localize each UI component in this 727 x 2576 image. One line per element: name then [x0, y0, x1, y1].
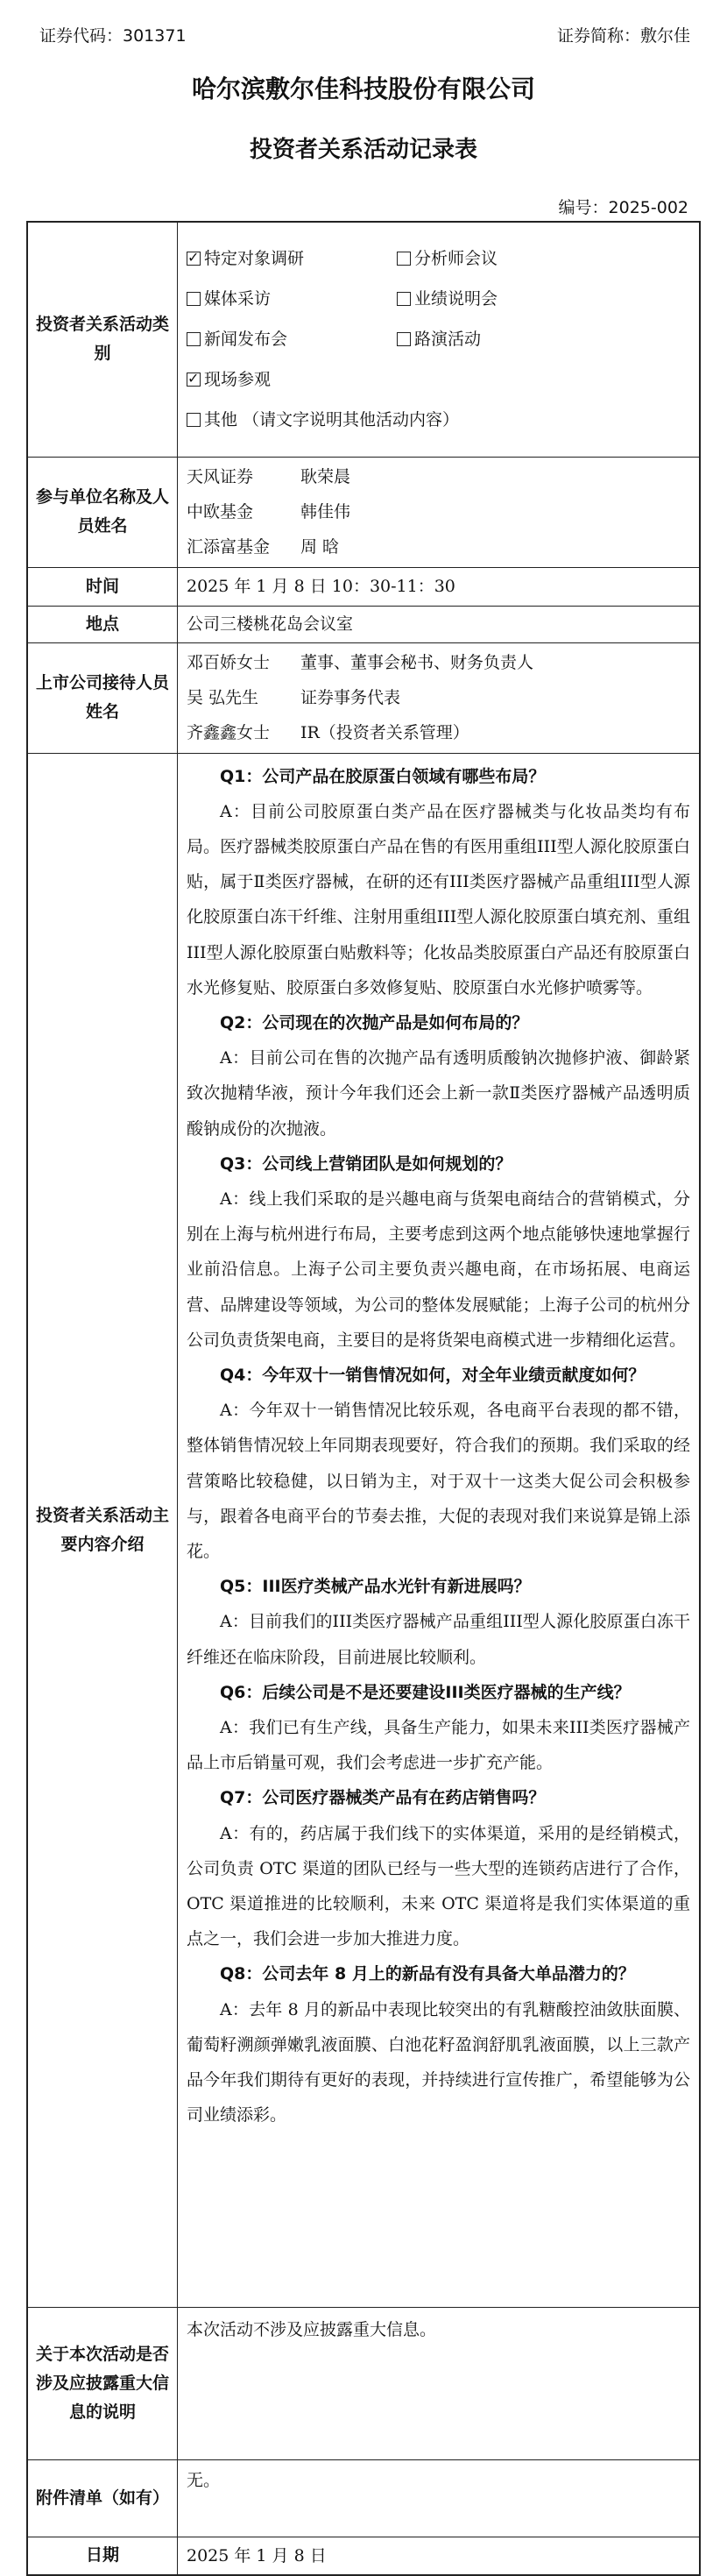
row-main-content	[27, 753, 700, 2307]
row-activity-type	[27, 222, 700, 457]
label-date: 日期	[27, 2537, 178, 2575]
question-2: Q2：公司现在的次抛产品是如何布局的？	[220, 1012, 529, 1033]
checkbox-icon[interactable]	[397, 292, 411, 306]
option-label: 现场参观	[204, 370, 272, 390]
receptionist-name: 邓百娇女士	[187, 653, 271, 672]
row-location	[27, 606, 700, 642]
option-label: 特定对象调研	[204, 249, 305, 269]
activity-type-cell	[178, 222, 701, 457]
row-receptionists	[27, 642, 700, 753]
receptionist-row	[187, 680, 690, 715]
receptionist-row	[187, 645, 690, 680]
answer-4: A：今年双十一销售情况比较乐观，各电商平台表现的都不错，整体销售情况较上年同期表现要好，符合我们的预期。我们采取的经营策略比较稳健，以日销为主，对于双十一这类大促公司会积极参与，跟着各电商平台的节奏去推，大促的表现对我们来说算是锦上添花。	[187, 1401, 690, 1561]
checkbox-icon[interactable]	[187, 413, 201, 427]
option-special-research[interactable]	[187, 238, 397, 279]
checkbox-icon[interactable]	[187, 332, 201, 346]
option-other[interactable]	[187, 400, 607, 440]
time-value: 2025 年 1 月 8 日 10：30-11：30	[178, 567, 701, 606]
participant-name: 周 晗	[300, 537, 340, 557]
participant-org: 汇添富基金	[187, 537, 271, 557]
qa-section	[178, 754, 699, 2142]
label-attachments: 附件清单（如有）	[27, 2459, 178, 2537]
label-receptionists: 上市公司接待人员姓名	[27, 642, 178, 753]
participant-row	[187, 459, 690, 494]
option-roadshow[interactable]	[397, 319, 607, 359]
row-participants	[27, 457, 700, 567]
receptionist-name: 齐鑫鑫女士	[187, 723, 271, 742]
qa-cell	[178, 753, 701, 2307]
activity-type-options	[187, 235, 690, 444]
document-number: 编号：2025-002	[558, 198, 688, 217]
answer-2: A：目前公司在售的次抛产品有透明质酸钠次抛修护液、御龄紧致次抛精华液，预计今年我们还会上新一款Ⅱ类医疗器械产品透明质酸钠成份的次抛液。	[187, 1048, 690, 1139]
participant-name: 耿荣晨	[300, 467, 351, 486]
option-media-interview[interactable]	[187, 279, 397, 319]
attachments-value: 无。	[178, 2459, 701, 2537]
label-time: 时间	[27, 567, 178, 606]
row-attachments	[27, 2459, 700, 2537]
participant-org: 中欧基金	[187, 502, 254, 522]
question-3: Q3：公司线上营销团队是如何规划的？	[220, 1153, 512, 1174]
checkbox-icon[interactable]	[187, 292, 201, 306]
receptionist-title: 证券事务代表	[300, 688, 401, 707]
option-label: 其他 （请文字说明其他活动内容）	[204, 410, 460, 430]
document-title: 投资者关系活动记录表	[249, 137, 477, 163]
label-activity-type: 投资者关系活动类别	[27, 222, 178, 457]
row-time	[27, 567, 700, 606]
checkbox-icon[interactable]	[187, 373, 201, 387]
option-press-conference[interactable]	[187, 319, 397, 359]
answer-1: A：目前公司胶原蛋白类产品在医疗器械类与化妆品类均有布局。医疗器械类胶原蛋白产品在售的有医用重组III型人源化胶原蛋白贴，属于Ⅱ类医疗器械，在研的还有III类医疗器械产品重组III型人源化胶原蛋白冻干纤维、注射用重组III型人源化胶原蛋白填充剂、重组III型人源化胶原蛋白贴敷料等；化妆品类胶原蛋白产品还有胶原蛋白水光修复贴、胶原蛋白多效修复贴、胶原蛋白水光修护喷雾等。	[187, 801, 690, 997]
checkbox-icon[interactable]	[397, 252, 411, 266]
question-8: Q8：公司去年 8 月上的新品有没有具备大单品潜力的？	[220, 1964, 635, 1984]
answer-7: A：有的，药店属于我们线下的实体渠道，采用的是经销模式，公司负责 OTC 渠道的团队已经与一些大型的连锁药店进行了合作，OTC 渠道推进的比较顺利，未来 OTC 渠道将是我们实体渠道的重点之一，我们会进一步加大推进力度。	[187, 1823, 690, 1949]
date-value: 2025 年 1 月 8 日	[178, 2537, 701, 2575]
participant-row	[187, 529, 690, 564]
receptionist-title: IR（投资者关系管理）	[300, 723, 469, 742]
option-label: 业绩说明会	[414, 289, 498, 309]
row-date	[27, 2537, 700, 2575]
option-label: 新闻发布会	[204, 330, 288, 350]
participants-cell	[178, 457, 701, 567]
row-disclosure	[27, 2307, 700, 2459]
option-label: 路演活动	[414, 330, 482, 350]
answer-3: A：线上我们采取的是兴趣电商与货架电商结合的营销模式，分别在上海与杭州进行布局，主要考虑到这两个地点能够快速地掌握行业前沿信息。上海子公司主要负责兴趣电商，在市场拓展、电商运营、品牌建设等领域，为公司的整体发展赋能；上海子公司的杭州分公司负责货架电商，主要目的是将货架电商模式进一步精细化运营。	[187, 1189, 690, 1350]
label-disclosure: 关于本次活动是否涉及应披露重大信息的说明	[27, 2307, 178, 2459]
answer-6: A：我们已有生产线，具备生产能力，如果未来III类医疗器械产品上市后销量可观，我们会考虑进一步扩充产能。	[187, 1717, 690, 1773]
company-name: 哈尔滨敷尔佳科技股份有限公司	[191, 75, 535, 103]
checkbox-icon[interactable]	[187, 252, 201, 266]
option-analyst-meeting[interactable]	[397, 238, 607, 279]
option-earnings-call[interactable]	[397, 279, 607, 319]
location-value: 公司三楼桃花岛会议室	[178, 606, 701, 642]
question-4: Q4：今年双十一销售情况如何，对全年业绩贡献度如何？	[220, 1365, 646, 1385]
label-location: 地点	[27, 606, 178, 642]
receptionist-name: 吴 弘先生	[187, 688, 259, 707]
label-main-content: 投资者关系活动主要内容介绍	[27, 753, 178, 2307]
answer-8: A：去年 8 月的新品中表现比较突出的有乳糖酸控油敛肤面膜、葡萄籽溯颜弹嫩乳液面膜、白池花籽盈润舒肌乳液面膜，以上三款产品今年我们期待有更好的表现，并持续进行宣传推广，希望能够为公司业绩添彩。	[187, 1999, 690, 2125]
question-5: Q5：III医疗类械产品水光针有新进展吗？	[220, 1577, 531, 1597]
question-1: Q1：公司产品在胶原蛋白领域有哪些布局？	[220, 766, 546, 786]
label-participants: 参与单位名称及人员姓名	[27, 457, 178, 567]
option-site-visit[interactable]	[187, 359, 397, 400]
stock-abbreviation: 证券简称：敷尔佳	[556, 26, 690, 46]
answer-5: A：目前我们的III类医疗器械产品重组III型人源化胶原蛋白冻干纤维还在临床阶段，目前进展比较顺利。	[187, 1612, 690, 1667]
question-7: Q7：公司医疗器械类产品有在药店销售吗？	[220, 1788, 546, 1808]
record-table	[26, 221, 701, 2576]
option-label: 分析师会议	[414, 249, 498, 269]
receptionists-cell	[178, 642, 701, 753]
participant-row	[187, 494, 690, 529]
checkbox-icon[interactable]	[397, 332, 411, 346]
receptionist-title: 董事、董事会秘书、财务负责人	[300, 653, 534, 672]
participant-org: 天风证券	[187, 467, 254, 486]
stock-code: 证券代码：301371	[39, 26, 187, 46]
receptionist-row	[187, 715, 690, 750]
disclosure-value: 本次活动不涉及应披露重大信息。	[178, 2307, 701, 2459]
participant-name: 韩佳伟	[300, 502, 351, 522]
question-6: Q6：后续公司是不是还要建设III类医疗器械的生产线？	[220, 1682, 631, 1702]
option-label: 媒体采访	[204, 289, 272, 309]
